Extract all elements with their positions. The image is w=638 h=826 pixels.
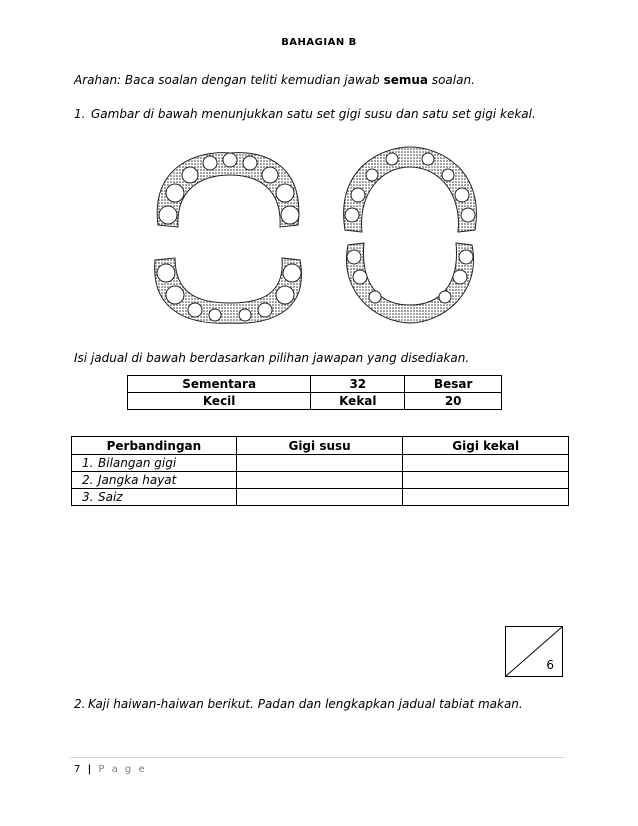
choice-cell: 32 xyxy=(311,376,405,393)
question-2-number: 2. xyxy=(74,697,86,711)
footer-separator: | xyxy=(87,764,94,775)
answer-choices-table xyxy=(127,375,502,410)
instructions-prefix: Arahan: Baca soalan dengan teliti kemudian jawab xyxy=(74,73,384,87)
page-number: 7 xyxy=(74,764,83,775)
footer xyxy=(74,764,147,775)
score-total: 6 xyxy=(546,658,554,672)
question-1 xyxy=(74,107,536,121)
choice-cell: Sementara xyxy=(128,376,311,393)
table-row xyxy=(72,455,569,472)
answer-cell-gigi-kekal[interactable] xyxy=(403,472,569,489)
choice-cell: 20 xyxy=(405,393,502,410)
row-label xyxy=(72,455,237,472)
answer-cell-gigi-kekal[interactable] xyxy=(403,455,569,472)
choice-cell: Kekal xyxy=(311,393,405,410)
permanent-teeth-lower xyxy=(346,243,473,323)
row-number: 2. xyxy=(82,472,94,487)
section-title: BAHAGIAN B xyxy=(281,37,357,48)
question-2 xyxy=(74,697,523,711)
row-label-text: Saiz xyxy=(98,489,123,504)
choices-row xyxy=(128,393,502,410)
footer-divider xyxy=(70,757,565,758)
row-number: 3. xyxy=(82,489,94,504)
table-row xyxy=(72,489,569,506)
table-row xyxy=(72,472,569,489)
row-label-text: Jangka hayat xyxy=(98,472,177,487)
answer-cell-gigi-susu[interactable] xyxy=(236,455,403,472)
question-2-text: Kaji haiwan-haiwan berikut. Padan dan lengkapkan jadual tabiat makan. xyxy=(88,697,523,711)
comparison-table xyxy=(71,436,569,506)
answer-cell-gigi-susu[interactable] xyxy=(236,489,403,506)
instructions-bold: semua xyxy=(383,73,429,87)
header-perbandingan: Perbandingan xyxy=(72,437,237,455)
answer-cell-gigi-kekal[interactable] xyxy=(403,489,569,506)
milk-teeth-lower xyxy=(155,258,302,323)
answer-cell-gigi-susu[interactable] xyxy=(236,472,403,489)
question-1-text: Gambar di bawah menunjukkan satu set gigi susu dan satu set gigi kekal. xyxy=(91,107,536,121)
comparison-header-row xyxy=(72,437,569,455)
table-instruction: Isi jadual di bawah berdasarkan pilihan jawapan yang disediakan. xyxy=(74,351,470,365)
milk-teeth-upper xyxy=(157,153,299,227)
row-label xyxy=(72,489,237,506)
page-label: P a g e xyxy=(98,764,147,775)
choice-cell: Besar xyxy=(405,376,502,393)
header-gigi-susu: Gigi susu xyxy=(236,437,403,455)
choices-row xyxy=(128,376,502,393)
instructions xyxy=(74,73,475,87)
teeth-illustration xyxy=(140,145,500,330)
row-number: 1. xyxy=(82,455,94,470)
choice-cell: Kecil xyxy=(128,393,311,410)
permanent-teeth-upper xyxy=(344,147,477,232)
question-1-number: 1. xyxy=(74,107,86,121)
row-label xyxy=(72,472,237,489)
row-label-text: Bilangan gigi xyxy=(98,455,177,470)
header-gigi-kekal: Gigi kekal xyxy=(403,437,569,455)
instructions-suffix: soalan. xyxy=(428,73,475,87)
score-box xyxy=(505,626,563,677)
